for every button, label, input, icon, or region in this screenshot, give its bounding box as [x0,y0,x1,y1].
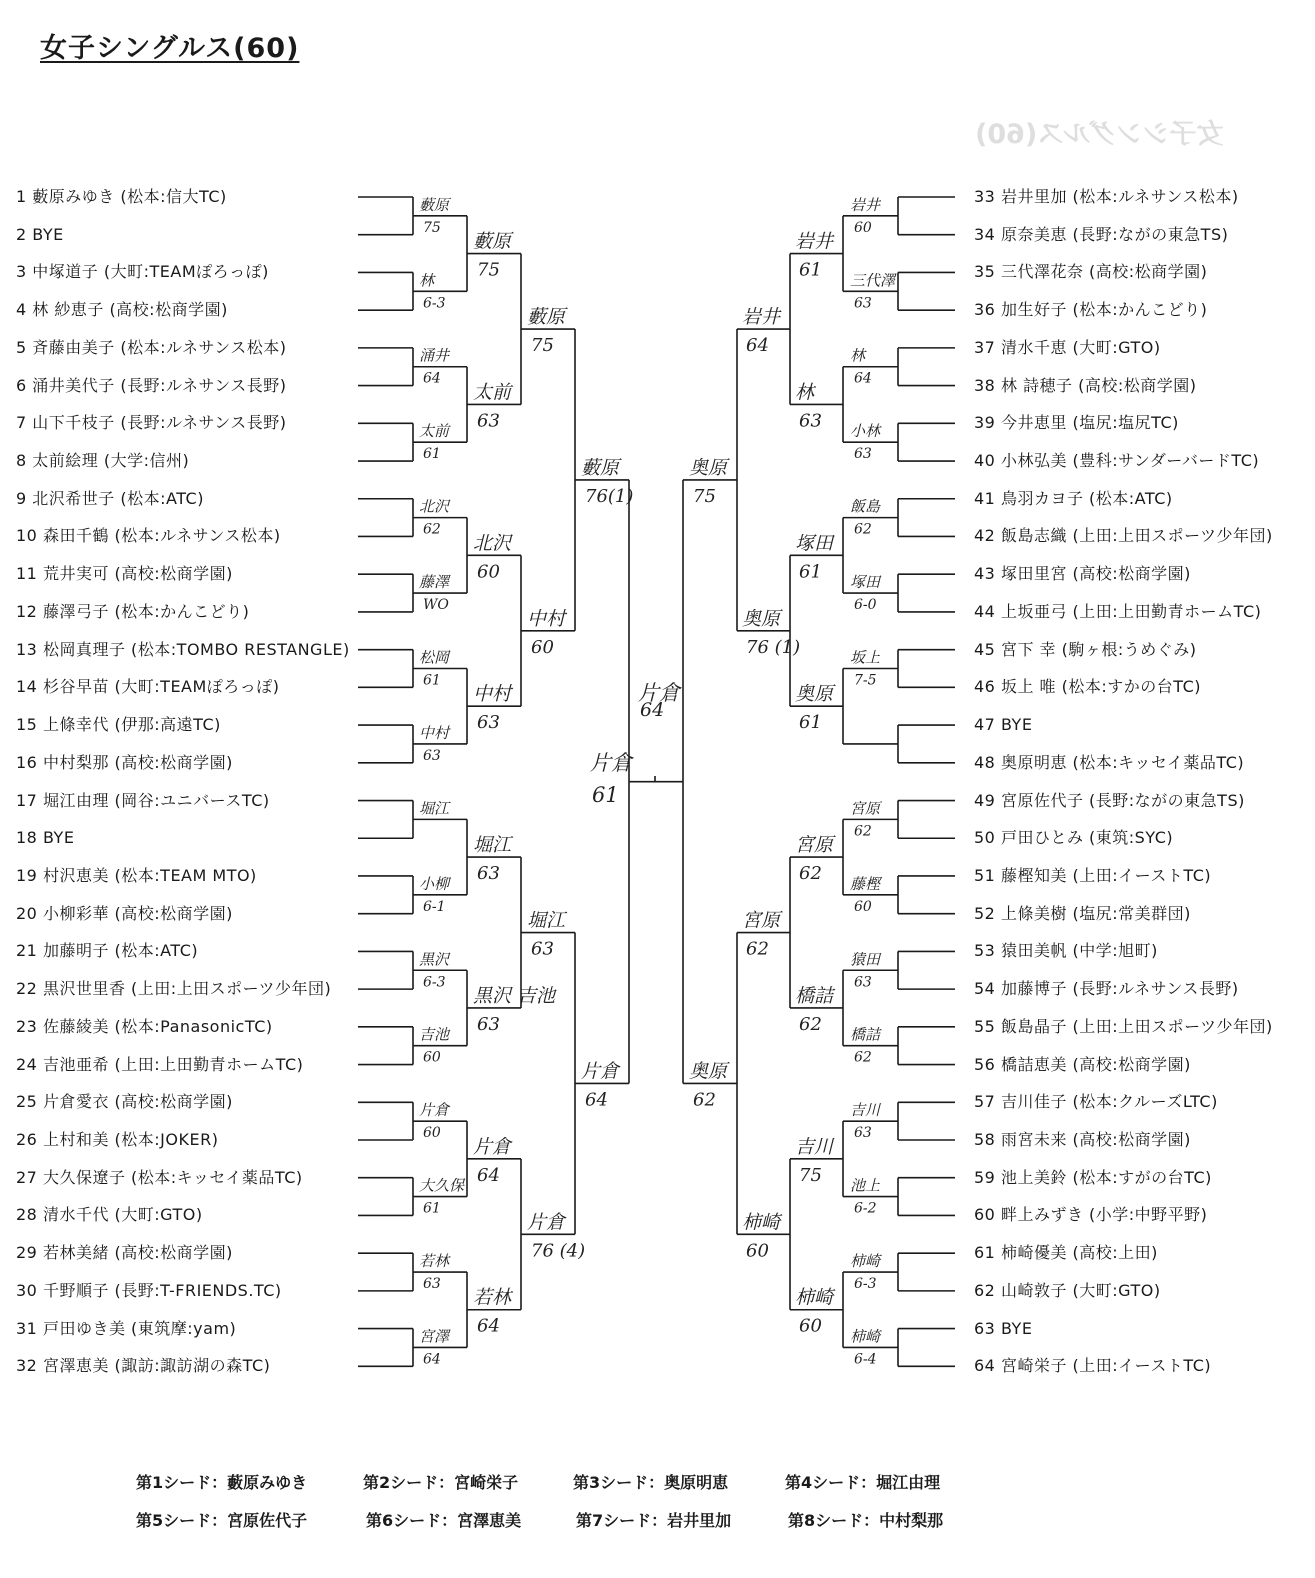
match-score: 6-1 [423,898,446,915]
match-score: 76(1) [585,485,634,507]
winner-name: 奥原 [795,683,834,706]
match-score: 60 [477,561,500,583]
winner-name: 宮原 [795,834,834,857]
seed-entry: 第8シード：中村梨那 [788,1511,944,1530]
player-entry: 51 藤樫知美 (上田:イーストTC) [974,865,1212,885]
winner-name: 塚田 [795,532,834,555]
player-entry: 33 岩井里加 (松本:ルネサンス松本) [974,187,1239,206]
player-entry: 2 BYE [16,224,64,244]
match-score: 63 [477,863,500,885]
player-entry: 63 BYE [974,1318,1033,1338]
winner-name: 太前 [473,381,512,404]
match-score: 60 [854,219,872,236]
winner-name: 若林 [419,1252,450,1271]
player-entry: 61 柿崎優美 (高校:上田) [974,1243,1158,1263]
winner-name: 橋詰 [850,1025,881,1044]
match-score: 63 [477,712,500,734]
winner-name: 片倉 [419,1101,450,1120]
player-entry: 46 坂上 唯 (松本:すかの台TC) [974,677,1202,697]
match-score: 60 [531,636,554,658]
player-entry: 62 山崎敦子 (大町:GTO) [974,1280,1161,1300]
player-entry: 52 上條美樹 (塩尻:常美群団) [974,903,1191,923]
player-entry: 56 橋詰恵美 (高校:松商学園) [974,1054,1191,1074]
match-score: 75 [531,335,554,357]
player-entry: 13 松岡真理子 (松本:TOMBO RESTANGLE) [16,639,350,659]
winner-name: 堀江 [419,799,450,818]
player-entry: 24 吉池亜希 (上田:上田勤青ホームTC) [16,1054,304,1074]
match-score: 6-3 [423,974,446,991]
winner-name: 柿崎 [795,1286,834,1309]
player-entry: 39 今井恵里 (塩尻:塩尻TC) [974,413,1179,433]
match-score: 76 (4) [531,1240,586,1262]
winner-name: 吉川 [795,1135,834,1158]
player-entry: 7 山下千枝子 (長野:ルネサンス長野) [16,413,287,433]
winner-name: 宮原 [742,909,781,932]
player-entry: 59 池上美鈴 (松本:すがの台TC) [974,1167,1212,1187]
player-entry: 42 飯島志織 (上田:上田スポーツ少年団) [974,526,1273,546]
winner-name: 柿崎 [742,1211,781,1234]
match-score: 6-2 [854,1200,877,1217]
player-entry: 29 若林美緒 (高校:松商学園) [16,1243,233,1263]
player-entry: 47 BYE [974,715,1033,735]
winner-name: 三代澤 [850,271,896,290]
match-score: 62 [799,1013,822,1035]
player-entry: 35 三代澤花奈 (高校:松商学園) [974,262,1208,282]
winner-name: 藤樫 [850,874,881,893]
match-score: 75 [799,1164,822,1186]
player-entry: 37 清水千恵 (大町:GTO) [974,337,1161,357]
match-score: 61 [799,561,822,583]
player-entry: 44 上坂亜弓 (上田:上田勤青ホームTC) [974,601,1262,621]
match-score: 61 [423,446,441,463]
seed-entry: 第4シード：堀江由理 [785,1473,941,1492]
match-score: 64 [854,370,872,387]
match-score: 64 [640,699,665,721]
match-score: 62 [746,938,769,960]
player-entry: 41 鳥羽カヨ子 (松本:ATC) [974,488,1173,508]
seed-entry: 第3シード：奥原明恵 [573,1473,729,1492]
player-entry: 6 涌井美代子 (長野:ルネサンス長野) [16,375,287,395]
bleed-through-title: 女子シングルス(60) [975,119,1224,150]
winner-name: 藪原 [473,230,512,253]
winner-name: 林 [850,346,866,365]
player-entry: 17 堀江由理 (岡谷:ユニバースTC) [16,790,270,810]
page-title: 女子シングルス(60) [40,33,300,64]
winner-name: 奥原 [742,607,781,630]
match-score: 75 [477,259,500,281]
winner-name: 若林 [473,1286,512,1309]
match-score: 63 [799,410,822,432]
winner-name: 太前 [419,422,450,441]
player-entry: 20 小柳彩華 (高校:松商学園) [16,903,233,923]
player-entry: 43 塚田里宮 (高校:松商学園) [974,564,1191,584]
match-score: 61 [423,1200,441,1217]
winner-name: 片倉 [527,1211,566,1234]
winner-name: 奥原 [689,456,728,479]
match-score: 61 [423,672,441,689]
winner-name: 堀江 [527,909,566,932]
player-entry: 14 杉谷早苗 (大町:TEAMぽろっぽ) [16,677,280,697]
winner-name: 堀江 [473,834,512,857]
player-entry: 26 上村和美 (松本:JOKER) [16,1130,219,1149]
winner-name: 片倉 [581,1060,620,1083]
match-score: 63 [854,295,872,312]
match-score: 6-3 [854,1276,877,1293]
winner-name: 林 [795,381,815,404]
winner-name: 坂上 [850,648,881,667]
player-entry: 23 佐藤綾美 (松本:PanasonicTC) [16,1016,273,1036]
player-entry: 21 加藤明子 (松本:ATC) [16,941,199,961]
match-score: 64 [585,1089,608,1111]
winner-name: 吉池 [419,1025,450,1044]
match-score: 76 (1) [746,636,801,658]
match-score: 64 [423,370,441,387]
winner-name: 岩井 [850,195,881,214]
winner-name: 岩井 [795,230,834,253]
winner-name: 中村 [419,723,450,742]
seed-entry: 第7シード：岩井里加 [576,1511,732,1530]
player-entry: 60 畔上みずき (小学:中野平野) [974,1205,1208,1225]
winner-name: 奥原 [689,1060,728,1083]
player-entry: 50 戸田ひとみ (東筑:SYC) [974,828,1174,848]
player-entry: 49 宮原佐代子 (長野:ながの東急TS) [974,790,1245,810]
match-score: 6-0 [854,597,877,614]
match-score: 6-3 [423,295,446,312]
player-entry: 34 原奈美恵 (長野:ながの東急TS) [974,224,1229,244]
match-score: 64 [477,1315,500,1337]
player-entry: 10 森田千鶴 (松本:ルネサンス松本) [16,526,281,546]
match-score: 62 [854,521,872,538]
winner-name: 藤澤 [419,573,450,592]
player-entry: 48 奥原明恵 (松本:キッセイ薬品TC) [974,752,1245,772]
winner-name: 藪原 [527,306,566,329]
match-score: 64 [477,1164,500,1186]
player-entry: 11 荒井実可 (高校:松商学園) [16,564,233,584]
player-entry: 36 加生好子 (松本:かんこどり) [974,300,1208,320]
winner-name: 片倉 [473,1135,512,1158]
player-entry: 12 藤澤弓子 (松本:かんこどり) [16,601,250,621]
player-entry: 40 小林弘美 (豊科:サンダーバードTC) [974,451,1260,471]
winner-name: 塚田 [850,573,881,592]
winner-name: 黒沢 吉池 [473,984,556,1007]
winner-name: 林 [419,271,435,290]
player-entry: 22 黒沢世里香 (上田:上田スポーツ少年団) [16,979,332,999]
winner-name: 松岡 [419,648,450,667]
winner-name: 中村 [527,607,566,630]
match-score: 75 [423,219,441,236]
seed-entry: 第1シード：藪原みゆき [136,1473,308,1492]
match-score: WO [423,597,449,614]
final-score: 61 [592,783,619,807]
match-score: 62 [854,823,872,840]
winner-name: 宮原 [850,799,881,818]
player-entry: 16 中村梨那 (高校:松商学園) [16,752,233,772]
player-entry: 9 北沢希世子 (松本:ATC) [16,488,204,508]
player-entry: 4 林 紗恵子 (高校:松商学園) [16,300,228,320]
player-entry: 58 雨宮未来 (高校:松商学園) [974,1130,1191,1149]
match-score: 60 [423,1125,441,1142]
winner-name: 池上 [850,1176,881,1195]
winner-name: 橋詰 [795,984,834,1007]
match-score: 60 [799,1315,822,1337]
winner-name: 柿崎 [850,1327,881,1346]
player-entry: 30 千野順子 (長野:T-FRIENDS.TC) [16,1280,282,1300]
match-score: 63 [423,1276,441,1293]
player-entry: 38 林 詩穂子 (高校:松商学園) [974,375,1197,395]
match-score: 7-5 [854,672,877,689]
player-entry: 18 BYE [16,828,75,848]
match-score: 75 [693,485,716,507]
winner-name: 片倉 [638,681,680,705]
winner-name: 大久保 [419,1176,465,1195]
match-score: 62 [693,1089,716,1111]
match-score: 63 [854,974,872,991]
winner-name: 涌井 [419,346,450,365]
player-entry: 25 片倉愛衣 (高校:松商学園) [16,1092,233,1112]
player-entry: 32 宮澤恵美 (諏訪:諏訪湖の森TC) [16,1356,271,1376]
match-score: 60 [746,1240,769,1262]
match-score: 61 [799,712,822,734]
match-score: 63 [854,446,872,463]
winner-name: 藪原 [419,195,450,214]
match-score: 60 [854,898,872,915]
player-entry: 53 猿田美帆 (中学:旭町) [974,941,1158,961]
winner-name: 飯島 [850,497,881,516]
match-score: 60 [423,1049,441,1066]
match-score: 62 [423,521,441,538]
match-score: 63 [854,1125,872,1142]
winner-name: 猿田 [850,950,881,969]
player-entry: 64 宮崎栄子 (上田:イーストTC) [974,1356,1212,1376]
winner-name: 北沢 [419,497,450,516]
player-entry: 54 加藤博子 (長野:ルネサンス長野) [974,979,1239,999]
match-score: 62 [854,1049,872,1066]
seed-entry: 第2シード：宮崎栄子 [363,1473,519,1492]
match-score: 63 [477,410,500,432]
match-score: 63 [423,747,441,764]
player-entry: 57 吉川佳子 (松本:クルーズLTC) [974,1092,1218,1112]
player-entry: 8 太前絵理 (大学:信州) [16,451,190,471]
winner-name: 藪原 [581,456,620,479]
match-score: 64 [423,1351,441,1368]
winner-name: 中村 [473,683,512,706]
player-entry: 45 宮下 幸 (駒ヶ根:うめぐみ) [974,639,1197,659]
match-score: 62 [799,863,822,885]
winner-name: 小柳 [419,874,450,893]
winner-name: 柿崎 [850,1252,881,1271]
winner-name: 北沢 [473,532,512,555]
player-entry: 15 上條幸代 (伊那:高遠TC) [16,715,221,735]
player-entry: 5 斉藤由美子 (松本:ルネサンス松本) [16,337,287,357]
player-entry: 28 清水千代 (大町:GTO) [16,1205,203,1225]
seed-entry: 第6シード：宮澤恵美 [366,1511,522,1530]
match-score: 64 [746,335,769,357]
player-entry: 27 大久保遼子 (松本:キッセイ薬品TC) [16,1167,303,1187]
winner-name: 吉川 [850,1101,881,1120]
player-entry: 3 中塚道子 (大町:TEAMぽろっぽ) [16,262,269,282]
match-score: 63 [477,1013,500,1035]
winner-name: 宮澤 [419,1327,450,1346]
player-entry: 1 藪原みゆき (松本:信大TC) [16,187,227,206]
winner-name: 岩井 [742,306,781,329]
player-entry: 19 村沢恵美 (松本:TEAM MTO) [16,865,257,885]
winner-name: 黒沢 [419,950,450,969]
match-score: 63 [531,938,554,960]
seed-entry: 第5シード：宮原佐代子 [136,1511,308,1530]
champion-name: 片倉 [590,751,632,775]
player-entry: 55 飯島晶子 (上田:上田スポーツ少年団) [974,1016,1273,1036]
match-score: 61 [799,259,822,281]
player-entry: 31 戸田ゆき美 (東筑摩:yam) [16,1318,237,1338]
winner-name: 小林 [850,422,881,441]
match-score: 6-4 [854,1351,877,1368]
